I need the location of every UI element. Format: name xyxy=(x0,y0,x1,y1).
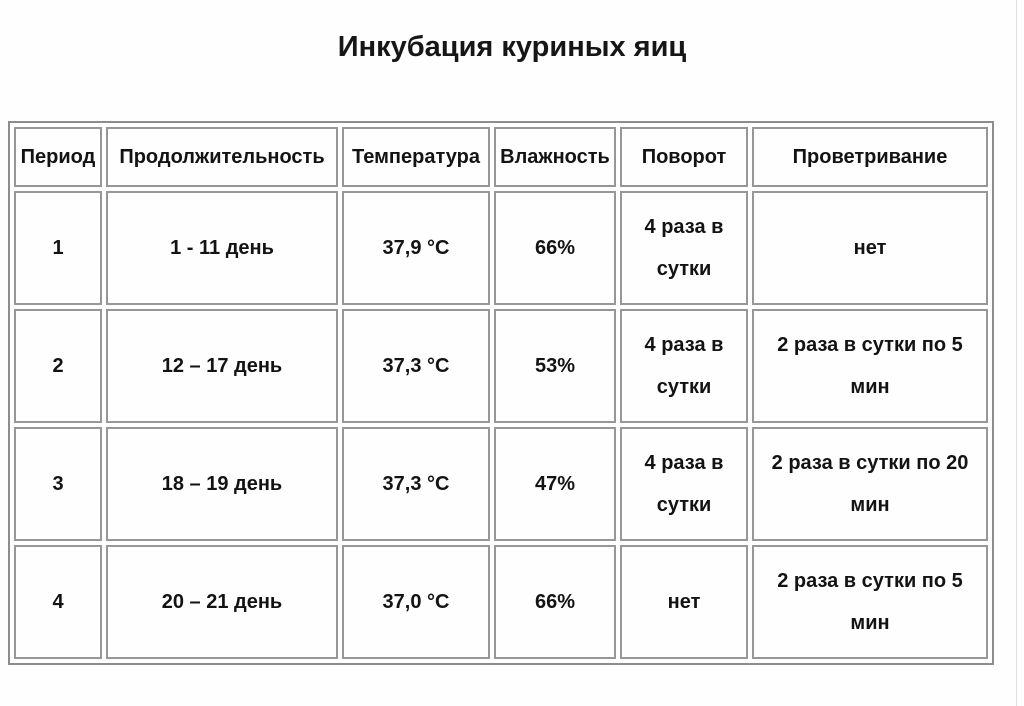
cell-ventilation: нет xyxy=(752,191,988,305)
column-header-period: Период xyxy=(14,127,102,187)
column-header-duration: Продолжительность xyxy=(106,127,338,187)
table-row xyxy=(14,191,988,305)
header-row xyxy=(14,127,988,187)
cell-temperature: 37,3 °C xyxy=(342,427,490,541)
incubation-table xyxy=(8,121,994,665)
table-row xyxy=(14,427,988,541)
cell-humidity: 47% xyxy=(494,427,616,541)
column-header-ventilation: Проветривание xyxy=(752,127,988,187)
column-header-temperature: Температура xyxy=(342,127,490,187)
cell-duration: 1 - 11 день xyxy=(106,191,338,305)
page-title: Инкубация куриных яиц xyxy=(337,31,687,63)
cell-duration: 20 – 21 день xyxy=(106,545,338,659)
cell-humidity: 66% xyxy=(494,191,616,305)
cell-temperature: 37,3 °C xyxy=(342,309,490,423)
table-row xyxy=(14,309,988,423)
page-right-edge-line xyxy=(1016,0,1017,706)
cell-turning: 4 раза в сутки xyxy=(620,191,748,305)
cell-period: 3 xyxy=(14,427,102,541)
cell-duration: 18 – 19 день xyxy=(106,427,338,541)
column-header-turning: Поворот xyxy=(620,127,748,187)
cell-turning: 4 раза в сутки xyxy=(620,309,748,423)
cell-turning: 4 раза в сутки xyxy=(620,427,748,541)
cell-turning: нет xyxy=(620,545,748,659)
cell-humidity: 66% xyxy=(494,545,616,659)
cell-period: 1 xyxy=(14,191,102,305)
column-header-humidity: Влажность xyxy=(494,127,616,187)
table-row xyxy=(14,545,988,659)
cell-ventilation: 2 раза в сутки по 5 мин xyxy=(752,545,988,659)
cell-ventilation: 2 раза в сутки по 20 мин xyxy=(752,427,988,541)
cell-ventilation: 2 раза в сутки по 5 мин xyxy=(752,309,988,423)
cell-temperature: 37,9 °C xyxy=(342,191,490,305)
cell-period: 4 xyxy=(14,545,102,659)
cell-humidity: 53% xyxy=(494,309,616,423)
cell-duration: 12 – 17 день xyxy=(106,309,338,423)
cell-temperature: 37,0 °C xyxy=(342,545,490,659)
cell-period: 2 xyxy=(14,309,102,423)
